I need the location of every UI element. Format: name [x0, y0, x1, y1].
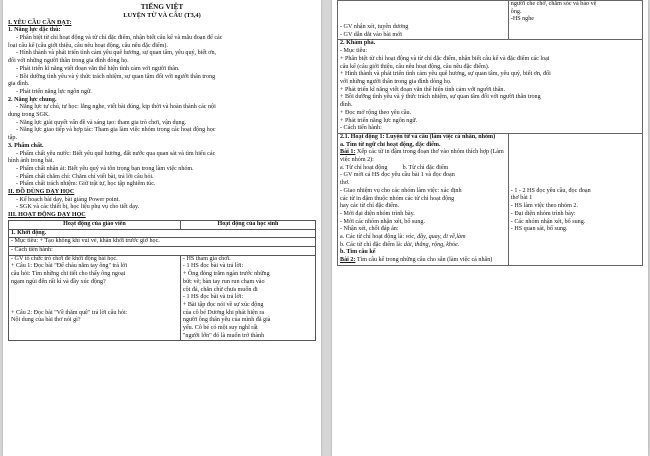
exercise2-text: Tìm câu kể trong những câu cho sẵn (làm việc cá nhân)	[355, 257, 493, 264]
answer-b-words: dài, thẳng, rộng, khỏe.	[403, 241, 460, 248]
table-row	[338, 1, 643, 40]
table-row	[338, 40, 643, 133]
text-line: - HS tham gia chơi.	[182, 255, 231, 262]
text-line: - Cách tiến hành:	[340, 125, 382, 132]
text-line: hình ảnh trong bài.	[8, 158, 55, 165]
text-line: - Các nhóm nhận xét, bổ sung.	[510, 218, 586, 225]
text-line: - Năng lực giải quyết vấn đề và sáng tạo: tham gia trò chơi, vận dụng.	[16, 119, 187, 126]
text-line: thơ bài 1	[510, 195, 533, 202]
exercise1-columns: a. Từ chỉ hoạt động b. Từ chỉ đặc điểm	[340, 164, 449, 171]
text-line: dung trong SGK.	[8, 112, 50, 119]
blank-line	[11, 294, 178, 302]
text-line: - Kế hoạch bài dạy, bài giảng Power point.	[16, 196, 120, 203]
text-line: - Phẩm chất chăm chỉ: Chăm chỉ viết bài, trả lời câu hỏi.	[16, 173, 154, 180]
text-line: - 1 - 2 HS đọc yêu cầu, đọc đoạn	[510, 187, 591, 194]
text-line: - Giao nhiệm vụ cho các nhóm làm việc: xác định	[340, 187, 462, 194]
text-line: + Đọc mở rộng theo yêu cầu.	[340, 109, 412, 116]
answer-a-label: a. Các từ chỉ hoạt động là:	[340, 234, 406, 241]
text-line: người che chở, chăm sóc và bảo vệ	[510, 1, 597, 7]
exercise1-prompt	[340, 149, 506, 164]
text-line: + Câu 2: Đọc bài "Về thăm quê" trả lời câu hỏi:	[11, 309, 128, 316]
text-line: + Phân biệt từ chỉ hoạt động và từ chỉ đặc điểm, nhận biết câu kể và đặc điểm các loại	[340, 55, 550, 62]
document-page-right	[332, 0, 648, 456]
text-line: "người lớn" đó là muốn trở thành	[182, 332, 265, 339]
activity1-subheading: a. Tìm từ ngữ chỉ hoạt động, đặc điểm.	[340, 141, 441, 148]
text-line: - GV nhận xét, tuyên dương	[340, 24, 409, 31]
blank-line	[11, 287, 178, 295]
section-materials-heading: II. ĐỒ DÙNG DẠY HỌC	[8, 189, 75, 196]
text-line: hay các từ chỉ đặc điểm.	[340, 203, 400, 210]
warmup-heading: 1. Khởi động.	[9, 229, 316, 238]
text-line: tập.	[8, 135, 17, 142]
text-line: + Bài tập đọc nói về sự xúc động	[182, 301, 264, 308]
text-line: - Phân biệt từ chỉ hoạt động và từ chỉ đặc điểm, nhận biết câu kể và mẫu đoạn để các	[16, 35, 223, 41]
text-line: - Phát triển kĩ năng viết đoạn văn thể hiện tình cảm với người thân.	[16, 65, 180, 72]
text-line: người ông thân yêu của mình đã già	[182, 317, 271, 324]
student-activity-cell	[180, 255, 315, 341]
specific-competence-heading: 1. Năng lực đặc thù:	[8, 27, 61, 34]
answer-a-words: vóc, đầy, quay, đi về,làm	[405, 234, 466, 241]
exercise2-label: Bài 2:	[340, 257, 356, 264]
section-requirements-heading: I. YÊU CẦU CẦN ĐẠT:	[8, 19, 72, 26]
text-line: - Phát triển năng lực ngôn ngữ.	[16, 88, 92, 95]
teacher-activity-cell	[338, 133, 509, 265]
general-competence-list	[8, 104, 316, 143]
text-line: các từ in đậm thuộc nhóm các từ chỉ hoạt động	[340, 195, 455, 202]
qualities-heading: 3. Phẩm chất.	[8, 142, 44, 149]
text-line: - GV dẫn dắt vào bài mới	[340, 31, 403, 38]
table-row	[9, 238, 316, 247]
lesson-title: TIẾNG VIỆT	[140, 3, 184, 11]
text-line: ngạm ngùi đến rất kì và đầy xúc động?	[11, 278, 106, 285]
text-line: + Bồi dưỡng tình yêu và ý thức trách nhiệm, sự quan tâm đối với người thân trong	[340, 94, 541, 101]
student-activity-cell	[508, 133, 642, 265]
section-activities-heading: III. HOẠT ĐỘNG DẠY HỌC	[8, 212, 86, 219]
explore-section-cell	[338, 40, 643, 133]
text-line: - Đại diện nhóm trình bày:	[510, 210, 576, 217]
exercise1-text: Xếp các từ in đậm trong đoạn thơ vào nhóm thích hợp (Làm việc nhóm 2):	[340, 149, 504, 164]
explore-heading: 2. Khám phá.	[340, 40, 376, 47]
answer-a	[340, 234, 506, 242]
text-line: - GV mời cả HS đọc yêu cầu bài 1 và đọc đoạn	[340, 172, 455, 179]
text-line: thơ.	[340, 180, 350, 187]
text-line: câu kể (câu giới thiệu, câu nêu hoạt động, câu nêu đặc điểm).	[340, 63, 490, 70]
warmup-procedure: - Cách tiến hành:	[9, 246, 316, 255]
text-line: gia đình.	[8, 81, 30, 88]
text-line: ông.	[510, 8, 522, 15]
text-line: + Phát triển năng lực ngôn ngữ.	[340, 117, 418, 124]
text-line: loại câu kể (câu giới thiệu, câu nêu hoạt động, câu nêu đặc điểm).	[8, 42, 168, 49]
activities-table-continued	[337, 0, 643, 266]
text-line: - Hình thành và phát triển tình cảm yêu quê hương, sự quan tâm, yêu quý, biết ơn,	[16, 50, 217, 57]
answer-b-label: b. Các từ chỉ đặc điểm là:	[340, 241, 404, 248]
table-header-row	[9, 220, 316, 229]
text-line: - Phẩm chất yêu nước: Biết yêu quê hương, đất nước qua quan sát và tìm hiểu các	[16, 150, 216, 157]
text-line: - Mục tiêu:	[340, 48, 368, 55]
table-row	[9, 246, 316, 255]
text-line: - Phẩm chất nhân ái: Biết yêu quý và tôn trọng bạn trong làm việc nhóm.	[16, 165, 194, 172]
blank-line	[340, 16, 506, 24]
find-sentence-heading: b. Tìm câu kể	[340, 249, 376, 256]
exercise1-label: Bài 1:	[340, 149, 356, 156]
text-line: - 1 HS đọc bài và trả lời:	[182, 294, 244, 301]
activity1-heading: 2.1. Hoạt động 1: Luyện từ và câu (làm việc cá nhân, nhóm)	[340, 133, 496, 140]
text-line: yếu. Cô bé có một suy nghĩ rất	[182, 325, 258, 332]
text-line: - Bồi dưỡng tình yêu và ý thức trách nhiệm, sự quan tâm đối với người thân trong	[16, 73, 216, 80]
student-activity-cell	[508, 1, 642, 40]
text-line: - HS quan sát, bổ sung.	[510, 226, 568, 233]
text-line: bức vẽ; bàn tay run run chạm vào	[182, 278, 265, 285]
activities-table	[8, 220, 316, 342]
lesson-subtitle: LUYỆN TỪ VÀ CÂU (T3,4)	[123, 11, 201, 19]
text-line: - Phẩm chất trách nhiệm: Giữ trật tự, học tập nghiêm túc.	[16, 181, 156, 188]
text-line: của cô bé Dương khi phát hiện ra	[182, 309, 265, 316]
exercise2-prompt	[340, 257, 506, 265]
text-line: - Năng lực tự chủ, tự học: lắng nghe, viết bài đúng, kịp thời và hoàn thành các nội	[16, 104, 216, 111]
blank-line	[511, 165, 640, 173]
text-line: - Năng lực giao tiếp và hợp tác: Tham gia làm việc nhóm trong các hoạt động học	[16, 127, 216, 134]
teacher-activity-cell	[9, 255, 181, 341]
blank-line	[11, 302, 178, 310]
text-line: - Nhận xét, chốt đáp án:	[340, 226, 399, 233]
text-line: - HS làm việc theo nhóm 2.	[510, 203, 578, 210]
text-line: -HS nghe	[510, 16, 534, 23]
general-competence-heading: 2. Năng lực chung.	[8, 96, 57, 103]
blank-line	[511, 180, 640, 188]
column-header-teacher: Hoạt động của giáo viên	[9, 220, 181, 229]
warmup-goal: - Mục tiêu: + Tạo không khí vui vẻ, khấn khởi trước giờ học.	[9, 238, 316, 247]
text-line: - Mời các nhóm nhận xét, bổ sung.	[340, 218, 425, 225]
text-line: + Phát triển kĩ năng viết đoạn văn thể hiện tình cảm với người thân.	[340, 86, 505, 93]
teacher-activity-cell	[338, 1, 509, 40]
document-page-left	[3, 0, 321, 456]
blank-line	[511, 142, 640, 150]
text-line: - Mời đại diện nhóm trình bày.	[340, 210, 415, 217]
table-row	[9, 255, 316, 341]
text-line: - GV tổ chức trò chơi để khởi động bài học.	[11, 255, 118, 262]
blank-line	[511, 172, 640, 180]
text-line: đình.	[340, 102, 353, 109]
blank-line	[340, 1, 506, 9]
column-header-student: Hoạt động của học sinh	[180, 220, 315, 229]
table-row	[9, 229, 316, 238]
text-line: cột đá, chắn chừ chưa muốn đi	[182, 286, 258, 293]
blank-line	[340, 9, 506, 17]
blank-line	[511, 149, 640, 157]
blank-line	[511, 134, 640, 142]
text-line: với những người thân trong gia đình dòng họ.	[340, 78, 452, 85]
text-line: - SGK và các thiết bị, học liệu phụ vụ cho tiết dạy.	[16, 204, 140, 211]
text-line: - 1 HS đọc bài và trả lời:	[182, 263, 244, 270]
text-line: + Câu 1: Đọc bài "Để cháu nắm tay ông" trả lời	[11, 263, 128, 270]
text-line: đối với những người thân trong gia đình dòng họ.	[8, 58, 129, 65]
specific-competence-list	[8, 35, 316, 97]
qualities-list	[8, 151, 316, 190]
table-row	[338, 133, 643, 265]
text-line: + Hình thành và phát triển tình cảm yêu quê hương, sự quan tâm, yêu quý, biết ơn, đối	[340, 71, 551, 78]
text-line: + Ông đóng trăm ngàn trước những	[182, 271, 270, 278]
text-line: Nội dung của bài thơ nói gì?	[11, 317, 81, 324]
blank-line	[511, 157, 640, 165]
text-line: câu hỏi: Tìm những chi tiết cho thấy ông ngoại	[11, 271, 126, 278]
